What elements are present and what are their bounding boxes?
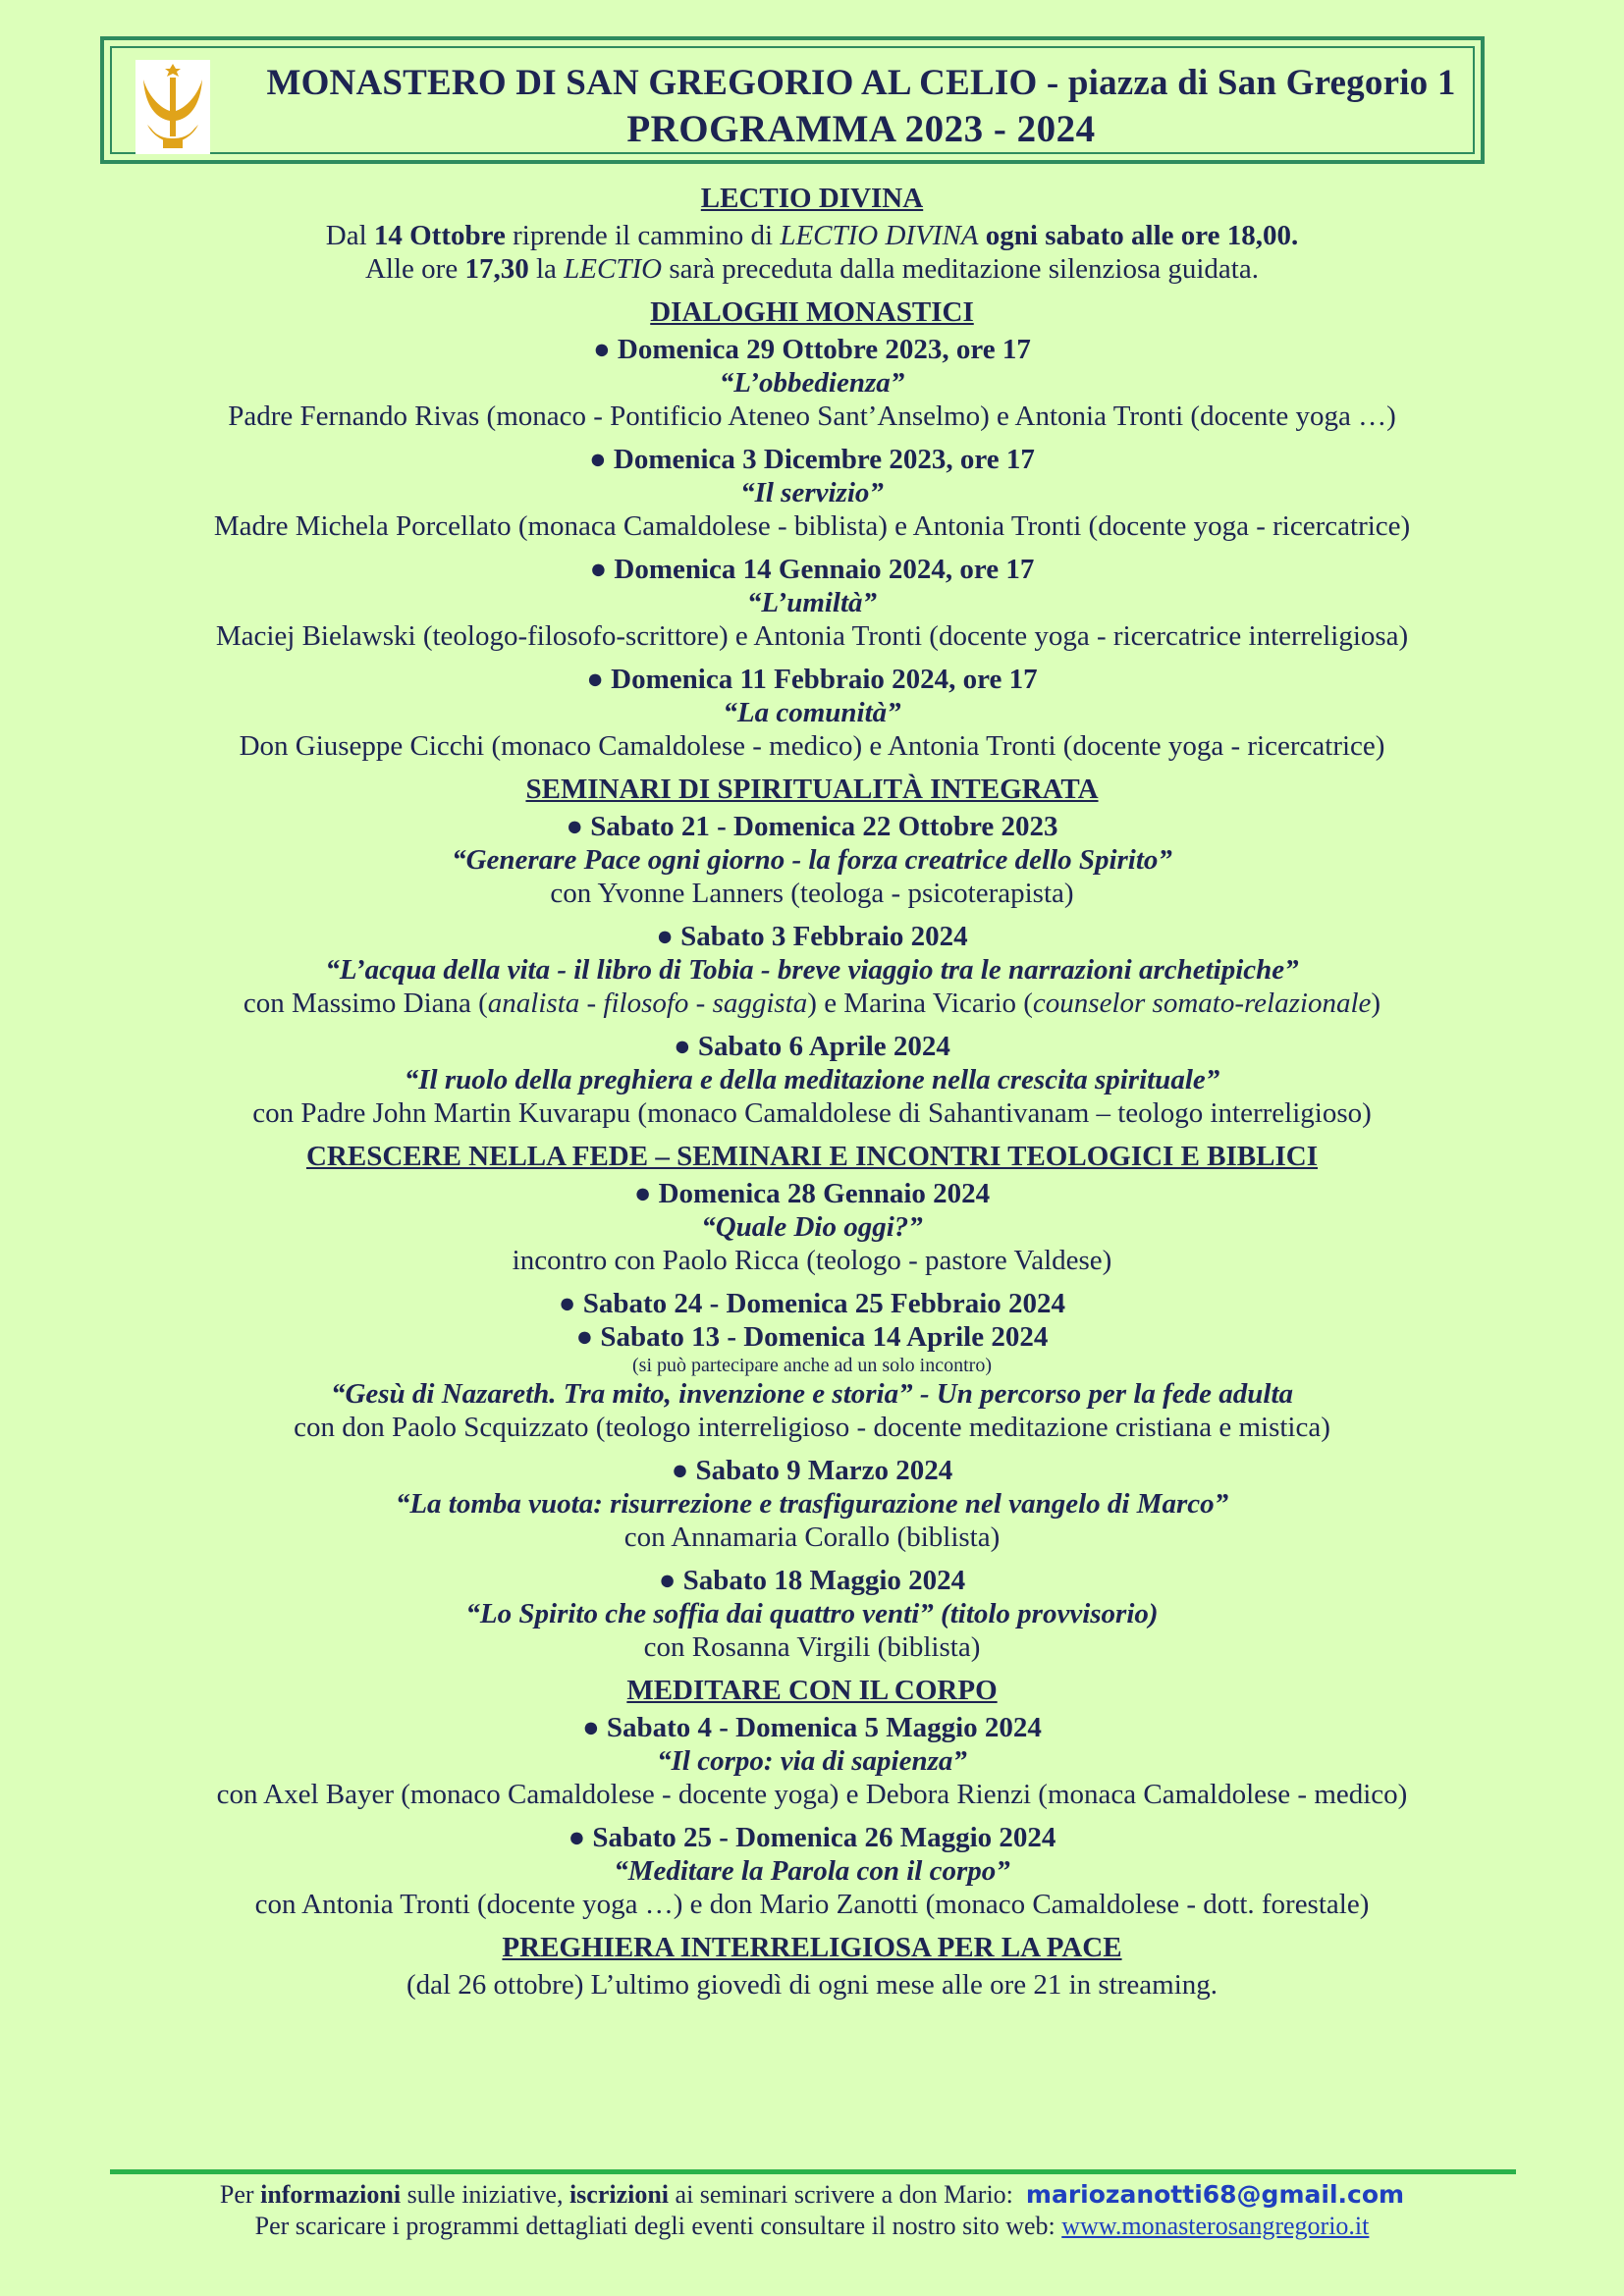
- text-span: counselor somato-relazionale: [1032, 988, 1372, 1019]
- event-date: ● Sabato 18 Maggio 2024: [658, 1565, 966, 1596]
- event-speakers: Padre Fernando Rivas (monaco - Pontificio Ateneo Sant’Anselmo) e Antonia Tronti (docente yoga …): [228, 400, 1396, 432]
- event-speakers: con Padre John Martin Kuvarapu (monaco Camaldolese di Sahantivanam – teologo interreligioso): [252, 1097, 1372, 1129]
- event-date: ● Sabato 24 - Domenica 25 Febbraio 2024: [558, 1288, 1066, 1319]
- event-speakers: con Annamaria Corallo (biblista): [623, 1522, 1001, 1553]
- event-speakers: con Axel Bayer (monaco Camaldolese - docente yoga) e Debora Rienzi (monaca Camaldolese - medico): [216, 1779, 1408, 1810]
- event-speakers: Maciej Bielawski (teologo-filosofo-scrittore) e Antonia Tronti (docente yoga - ricercatrice interreligiosa): [215, 620, 1409, 652]
- event-title: “Gesù di Nazareth. Tra mito, invenzione e storia” - Un percorso per la fede adulta: [330, 1378, 1294, 1410]
- footer: [59, 2179, 1565, 2242]
- header-title: MONASTERO DI SAN GREGORIO AL CELIO - piazza di San Gregorio 1: [266, 63, 1456, 103]
- event-speakers: con Yvonne Lanners (teologa - psicoterapista): [550, 878, 1074, 909]
- lectio-line-1: [59, 219, 1565, 252]
- seminari-title: SEMINARI DI SPIRITUALITÀ INTEGRATA: [525, 774, 1099, 805]
- event-title: “Lo Spirito che soffia dai quattro venti” (titolo provvisorio): [465, 1598, 1159, 1629]
- event-date: ● Domenica 3 Dicembre 2023, ore 17: [589, 444, 1035, 475]
- crescere-event: [59, 1564, 1565, 1664]
- text-span: con Massimo Diana (: [243, 988, 488, 1019]
- text-span: Dal: [325, 220, 374, 251]
- footer-website-line: [59, 2211, 1565, 2242]
- footer-divider: [110, 2169, 1516, 2174]
- meditare-event: [59, 1711, 1565, 1811]
- website-link[interactable]: www.monasterosangregorio.it: [1061, 2212, 1370, 2240]
- seminari-event: [59, 920, 1565, 1020]
- event-title: “Meditare la Parola con il corpo”: [614, 1855, 1010, 1887]
- event-date: ● Domenica 14 Gennaio 2024, ore 17: [589, 554, 1035, 585]
- header-box: [100, 36, 1485, 164]
- text-span: ) e Marina Vicario (: [807, 988, 1033, 1019]
- event-date: ● Domenica 11 Febbraio 2024, ore 17: [586, 664, 1038, 695]
- event-date: ● Domenica 28 Gennaio 2024: [633, 1178, 991, 1209]
- seminari-event: [59, 1030, 1565, 1130]
- dialoghi-event: [59, 333, 1565, 433]
- text-span: analista - filosofo - saggista: [487, 988, 808, 1019]
- event-date: ● Sabato 4 - Domenica 5 Maggio 2024: [582, 1712, 1042, 1743]
- event-date: ● Sabato 13 - Domenica 14 Aprile 2024: [575, 1321, 1049, 1353]
- seminari-event: [59, 810, 1565, 910]
- event-date: ● Sabato 9 Marzo 2024: [671, 1455, 953, 1486]
- text-span: Alle ore: [364, 253, 465, 285]
- text-span: (dal 26 ottobre) L’ultimo giovedì di ogni mese alle ore 21 in streaming.: [406, 1969, 1218, 2001]
- text-span: informazioni: [260, 2180, 402, 2209]
- event-title: “Il ruolo della preghiera e della meditazione nella crescita spirituale”: [404, 1064, 1220, 1095]
- crescere-event: [59, 1454, 1565, 1554]
- event-note: (si può partecipare anche ad un solo incontro): [632, 1355, 992, 1376]
- event-title: “L’obbedienza”: [719, 367, 905, 399]
- dialoghi-event: [59, 663, 1565, 763]
- event-speakers: con Rosanna Virgili (biblista): [643, 1631, 981, 1663]
- crescere-event: [59, 1287, 1565, 1444]
- text-span: ai seminari scrivere a don Mario:: [669, 2180, 1026, 2209]
- text-span: LECTIO DIVINA: [780, 220, 979, 251]
- program-content: [59, 182, 1565, 2002]
- event-title: “Generare Pace ogni giorno - la forza creatrice dello Spirito”: [452, 844, 1172, 876]
- dialoghi-event: [59, 553, 1565, 653]
- event-title: “L’acqua della vita - il libro di Tobia - breve viaggio tra le narrazioni archetipiche”: [325, 954, 1299, 986]
- event-speakers: con don Paolo Scquizzato (teologo interreligioso - docente meditazione cristiana e mistica): [294, 1412, 1330, 1443]
- crescere-title: CRESCERE NELLA FEDE – SEMINARI E INCONTRI TEOLOGICI E BIBLICI: [305, 1141, 1319, 1172]
- preghiera-title: PREGHIERA INTERRELIGIOSA PER LA PACE: [502, 1932, 1122, 1963]
- event-speakers: [59, 987, 1565, 1020]
- meditare-title: MEDITARE CON IL CORPO: [626, 1675, 998, 1706]
- footer-info-line: [59, 2179, 1565, 2211]
- text-span: sulle iniziative,: [401, 2180, 569, 2209]
- text-span: sarà preceduta dalla meditazione silenziosa guidata.: [662, 253, 1259, 285]
- event-date: ● Sabato 25 - Domenica 26 Maggio 2024: [568, 1822, 1056, 1853]
- event-title: “Quale Dio oggi?”: [701, 1211, 923, 1243]
- program-title: PROGRAMMA 2023 - 2024: [626, 108, 1096, 150]
- dialoghi-title: DIALOGHI MONASTICI: [650, 296, 974, 328]
- event-title: “La tomba vuota: risurrezione e trasfigurazione nel vangelo di Marco”: [395, 1488, 1229, 1520]
- event-date: ● Sabato 6 Aprile 2024: [674, 1031, 950, 1062]
- text-span: riprende il cammino di: [505, 220, 781, 251]
- email-link[interactable]: mariozanotti68@gmail.com: [1025, 2180, 1405, 2209]
- preghiera-text: [59, 1968, 1565, 2002]
- text-span: Per: [219, 2180, 261, 2209]
- text-span: ): [1371, 988, 1381, 1019]
- text-span: Per scaricare i programmi dettagliati degli eventi consultare il nostro sito web:: [254, 2212, 1062, 2240]
- event-title: “La comunità”: [723, 697, 901, 728]
- event-date: ● Domenica 29 Ottobre 2023, ore 17: [593, 334, 1031, 365]
- event-speakers: con Antonia Tronti (docente yoga …) e don Mario Zanotti (monaco Camaldolese - dott. forestale): [254, 1889, 1370, 1920]
- lectio-line-2: [59, 252, 1565, 286]
- header-inner: [110, 46, 1475, 154]
- lectio-title: LECTIO DIVINA: [700, 183, 924, 214]
- text-span: iscrizioni: [568, 2180, 670, 2209]
- monastery-emblem-icon: [135, 60, 210, 154]
- text-span: LECTIO: [564, 253, 663, 285]
- text-span: ogni sabato alle ore 18,00.: [978, 220, 1299, 251]
- event-date: ● Sabato 3 Febbraio 2024: [656, 921, 968, 952]
- event-title: “Il corpo: via di sapienza”: [657, 1745, 967, 1777]
- meditare-event: [59, 1821, 1565, 1921]
- event-date: ● Sabato 21 - Domenica 22 Ottobre 2023: [566, 811, 1058, 842]
- text-span: 17,30: [464, 253, 529, 285]
- text-span: la: [528, 253, 565, 285]
- text-span: 14 Ottobre: [373, 220, 506, 251]
- crescere-event: [59, 1177, 1565, 1277]
- event-speakers: Don Giuseppe Cicchi (monaco Camaldolese - medico) e Antonia Tronti (docente yoga - ricercatrice): [239, 730, 1385, 762]
- dialoghi-event: [59, 443, 1565, 543]
- event-speakers: incontro con Paolo Ricca (teologo - pastore Valdese): [512, 1245, 1112, 1276]
- event-title: “L’umiltà”: [746, 587, 878, 618]
- event-title: “Il servizio”: [740, 477, 884, 508]
- event-speakers: Madre Michela Porcellato (monaca Camaldolese - biblista) e Antonia Tronti (docente yoga - ricercatrice): [213, 510, 1411, 542]
